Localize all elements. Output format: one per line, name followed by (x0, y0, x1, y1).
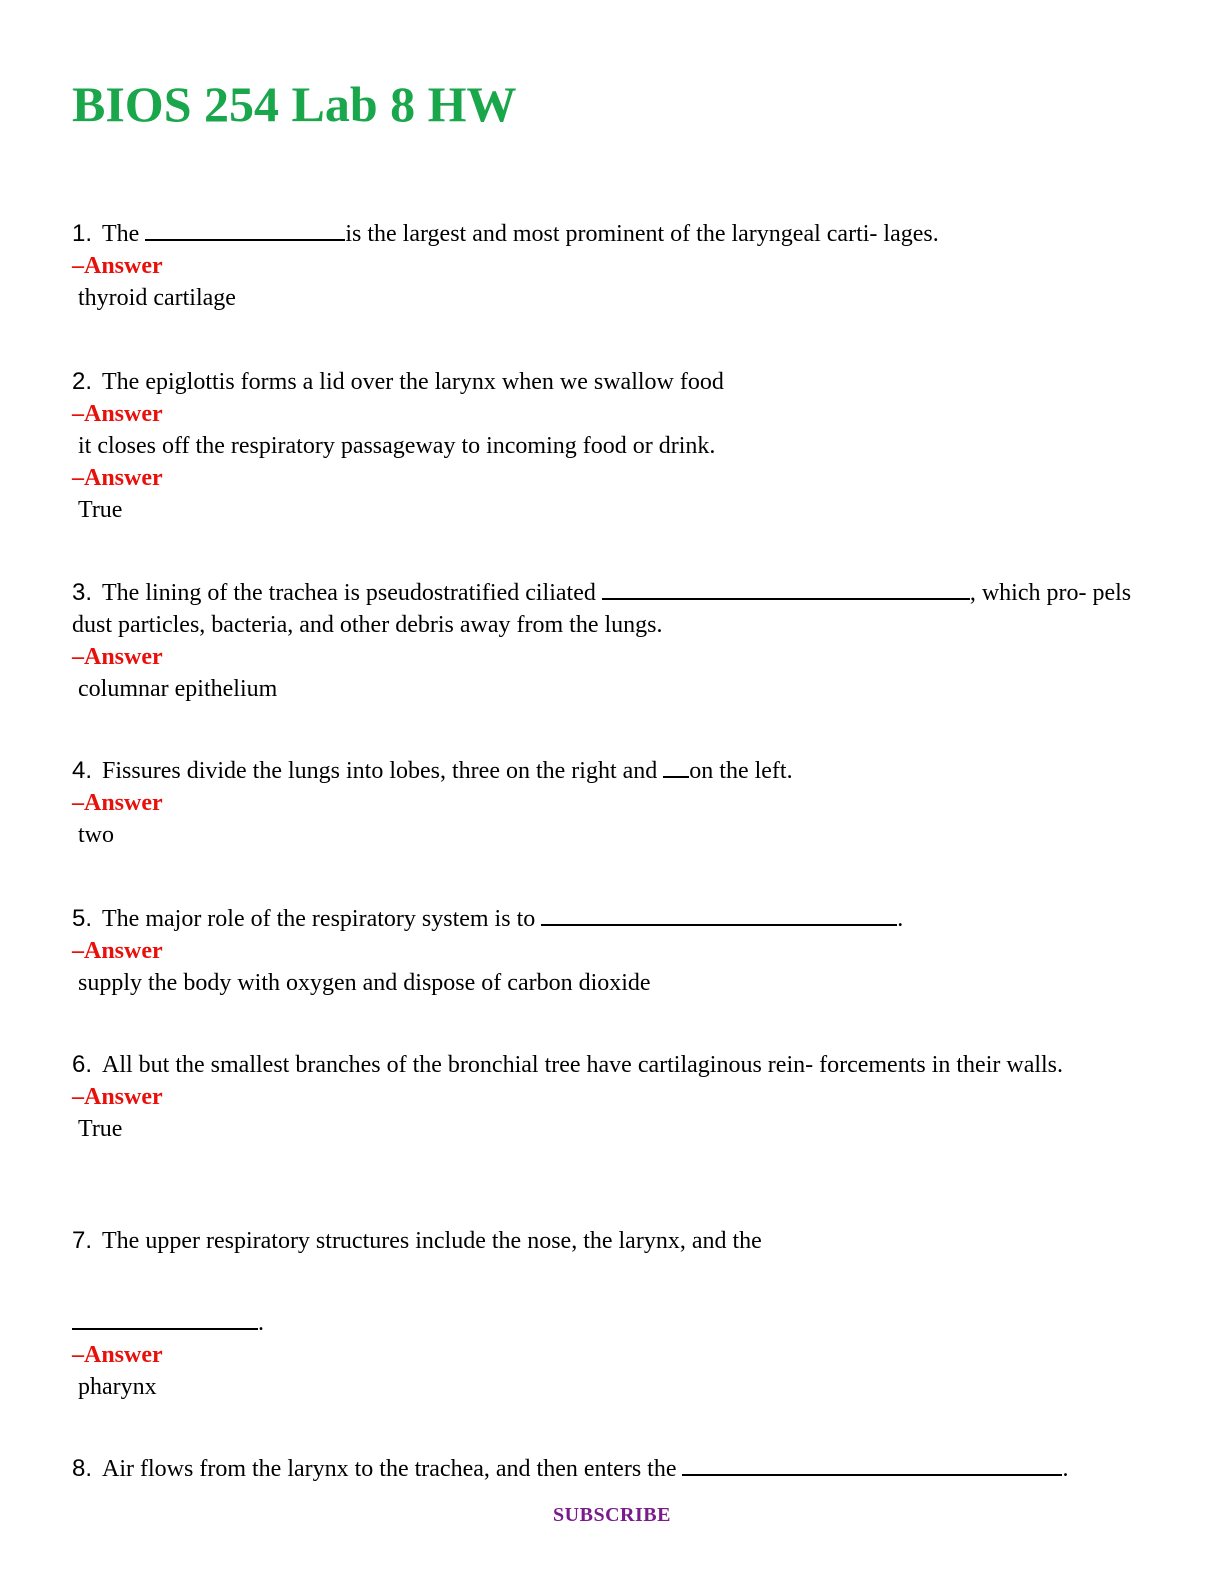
answer-blank (663, 758, 689, 778)
question-text: 7. The upper respiratory structures include the nose, the larynx, and the (72, 1227, 762, 1254)
question-4 (72, 755, 1152, 851)
question-8 (72, 1453, 1182, 1485)
question-text: 4. Fissures divide the lungs into lobes, three on the right and on the left. (72, 757, 793, 784)
question-5 (72, 903, 1152, 999)
answer-text: two (78, 822, 114, 848)
answer-text: thyroid cartilage (78, 285, 236, 311)
question-number: 7. (72, 1227, 93, 1254)
question-number: 1. (72, 220, 93, 247)
answer-blank (72, 1310, 258, 1330)
question-1 (72, 218, 1152, 314)
answer-label: –Answer (72, 465, 163, 491)
answer-blank (682, 1456, 1062, 1476)
question-6 (72, 1049, 1152, 1145)
answer-text: columnar epithelium (78, 676, 278, 702)
question-text: 3. The lining of the trachea is pseudostratified ciliated , which pro- pels dust particles, bacteria, and other debris away from the lungs. (72, 579, 1132, 638)
question-text: 1. The is the largest and most prominent of the laryngeal carti- lages. (72, 220, 939, 247)
question-text: 6. All but the smallest branches of the bronchial tree have cartilaginous rein- forcements in their walls. (72, 1051, 1064, 1078)
answer-text: supply the body with oxygen and dispose of carbon dioxide (78, 970, 651, 996)
question-number: 4. (72, 757, 93, 784)
question-text: 8. Air flows from the larynx to the trachea, and then enters the . (72, 1455, 1069, 1482)
question-number: 5. (72, 905, 93, 932)
answer-label: –Answer (72, 938, 163, 964)
question-blank-line: . (72, 1307, 1152, 1339)
question-3 (72, 577, 1152, 705)
answer-text: pharynx (78, 1374, 157, 1400)
question-2 (72, 366, 1152, 526)
answer-label: –Answer (72, 1084, 163, 1110)
answer-blank (145, 221, 345, 241)
question-text: 2. The epiglottis forms a lid over the larynx when we swallow food (72, 368, 724, 395)
answer-label: –Answer (72, 790, 163, 816)
answer-label: –Answer (72, 1342, 163, 1368)
answer-label: –Answer (72, 644, 163, 670)
question-text: 5. The major role of the respiratory system is to . (72, 905, 904, 932)
answer-label: –Answer (72, 401, 163, 427)
subscribe-link[interactable]: SUBSCRIBE (553, 1504, 671, 1526)
answer-text: True (78, 1116, 123, 1142)
question-number: 8. (72, 1455, 93, 1482)
question-number: 2. (72, 368, 93, 395)
question-number: 6. (72, 1051, 93, 1078)
question-number: 3. (72, 579, 93, 606)
answer-blank (541, 906, 897, 926)
answer-text: True (78, 497, 123, 523)
answer-label: –Answer (72, 253, 163, 279)
answer-text: it closes off the respiratory passageway to incoming food or drink. (78, 433, 716, 459)
question-7 (72, 1225, 1152, 1403)
answer-blank (602, 580, 970, 600)
page-title: BIOS 254 Lab 8 HW (72, 76, 517, 132)
